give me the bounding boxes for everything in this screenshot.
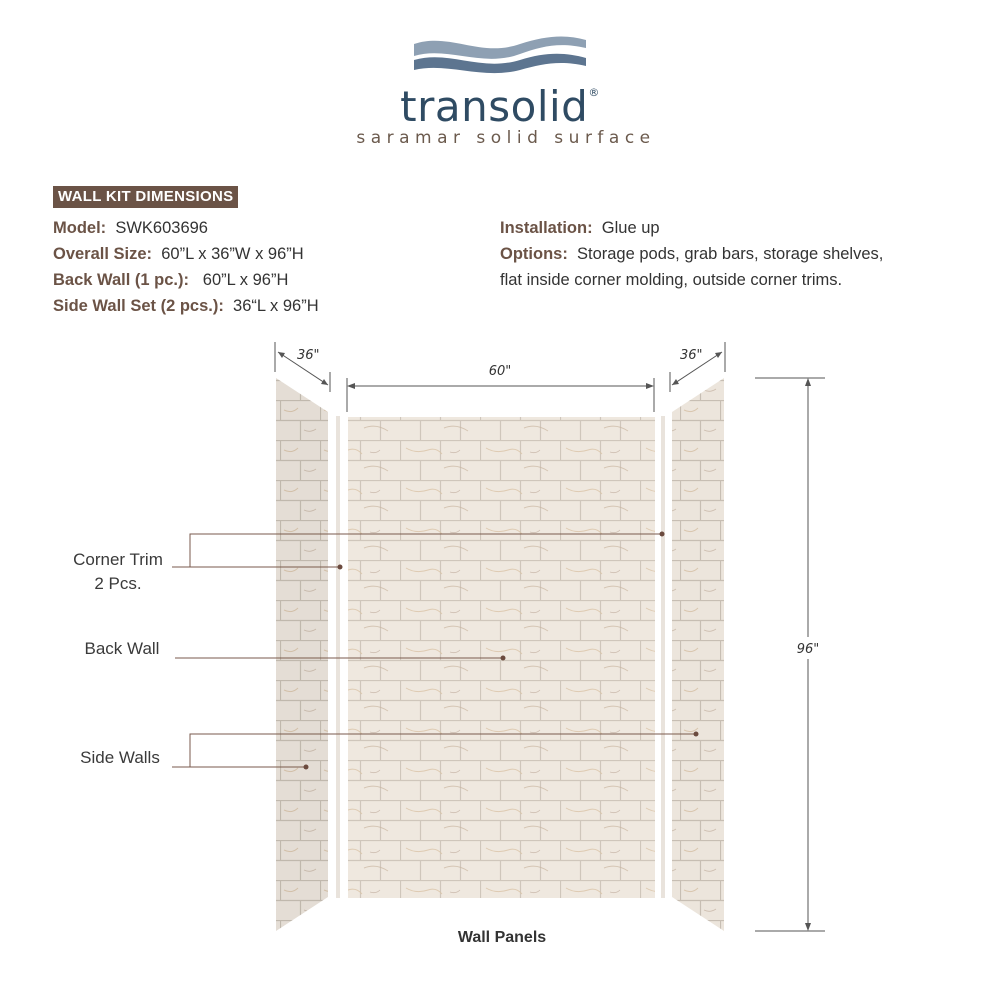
diagram-caption: Wall Panels bbox=[457, 929, 547, 946]
dim-left-width: 36" bbox=[297, 348, 320, 363]
brand-name: transolid® bbox=[400, 82, 600, 131]
dim-back-width: 60" bbox=[488, 364, 512, 379]
back-wall-marker bbox=[501, 656, 506, 661]
dim-right-width: 36" bbox=[680, 348, 703, 363]
dim-height: 96" bbox=[796, 642, 820, 657]
right-corner-trim bbox=[661, 416, 665, 898]
corner-trim-marker-left bbox=[338, 565, 343, 570]
left-corner-trim bbox=[336, 416, 340, 898]
right-side-wall bbox=[672, 378, 724, 931]
spec-options: Options: Storage pods, grab bars, storage shelves, flat inside corner molding, outside corner trims. bbox=[500, 245, 884, 289]
side-wall-marker-left bbox=[304, 765, 309, 770]
spec-back-wall: Back Wall (1 pc.): 60”L x 96”H bbox=[53, 271, 289, 289]
callout-corner-trim bbox=[55, 548, 181, 596]
corner-trim-marker-right bbox=[660, 532, 665, 537]
callout-side-walls: Side Walls bbox=[80, 748, 160, 767]
callout-corner-trim-line1: Corner Trim bbox=[73, 550, 163, 569]
spec-side-wall-set: Side Wall Set (2 pcs.): 36“L x 96”H bbox=[53, 297, 319, 315]
side-wall-marker-right bbox=[694, 732, 699, 737]
spec-model: Model: SWK603696 bbox=[53, 219, 208, 237]
brand-tagline: saramar solid surface bbox=[356, 128, 656, 148]
spec-installation: Installation: Glue up bbox=[500, 219, 660, 237]
callout-corner-trim-line2: 2 Pcs. bbox=[94, 574, 142, 593]
callout-back-wall: Back Wall bbox=[84, 639, 160, 658]
left-side-wall bbox=[276, 378, 328, 931]
section-title: WALL KIT DIMENSIONS bbox=[53, 186, 238, 208]
spec-overall-size: Overall Size: 60”L x 36”W x 96”H bbox=[53, 245, 304, 263]
